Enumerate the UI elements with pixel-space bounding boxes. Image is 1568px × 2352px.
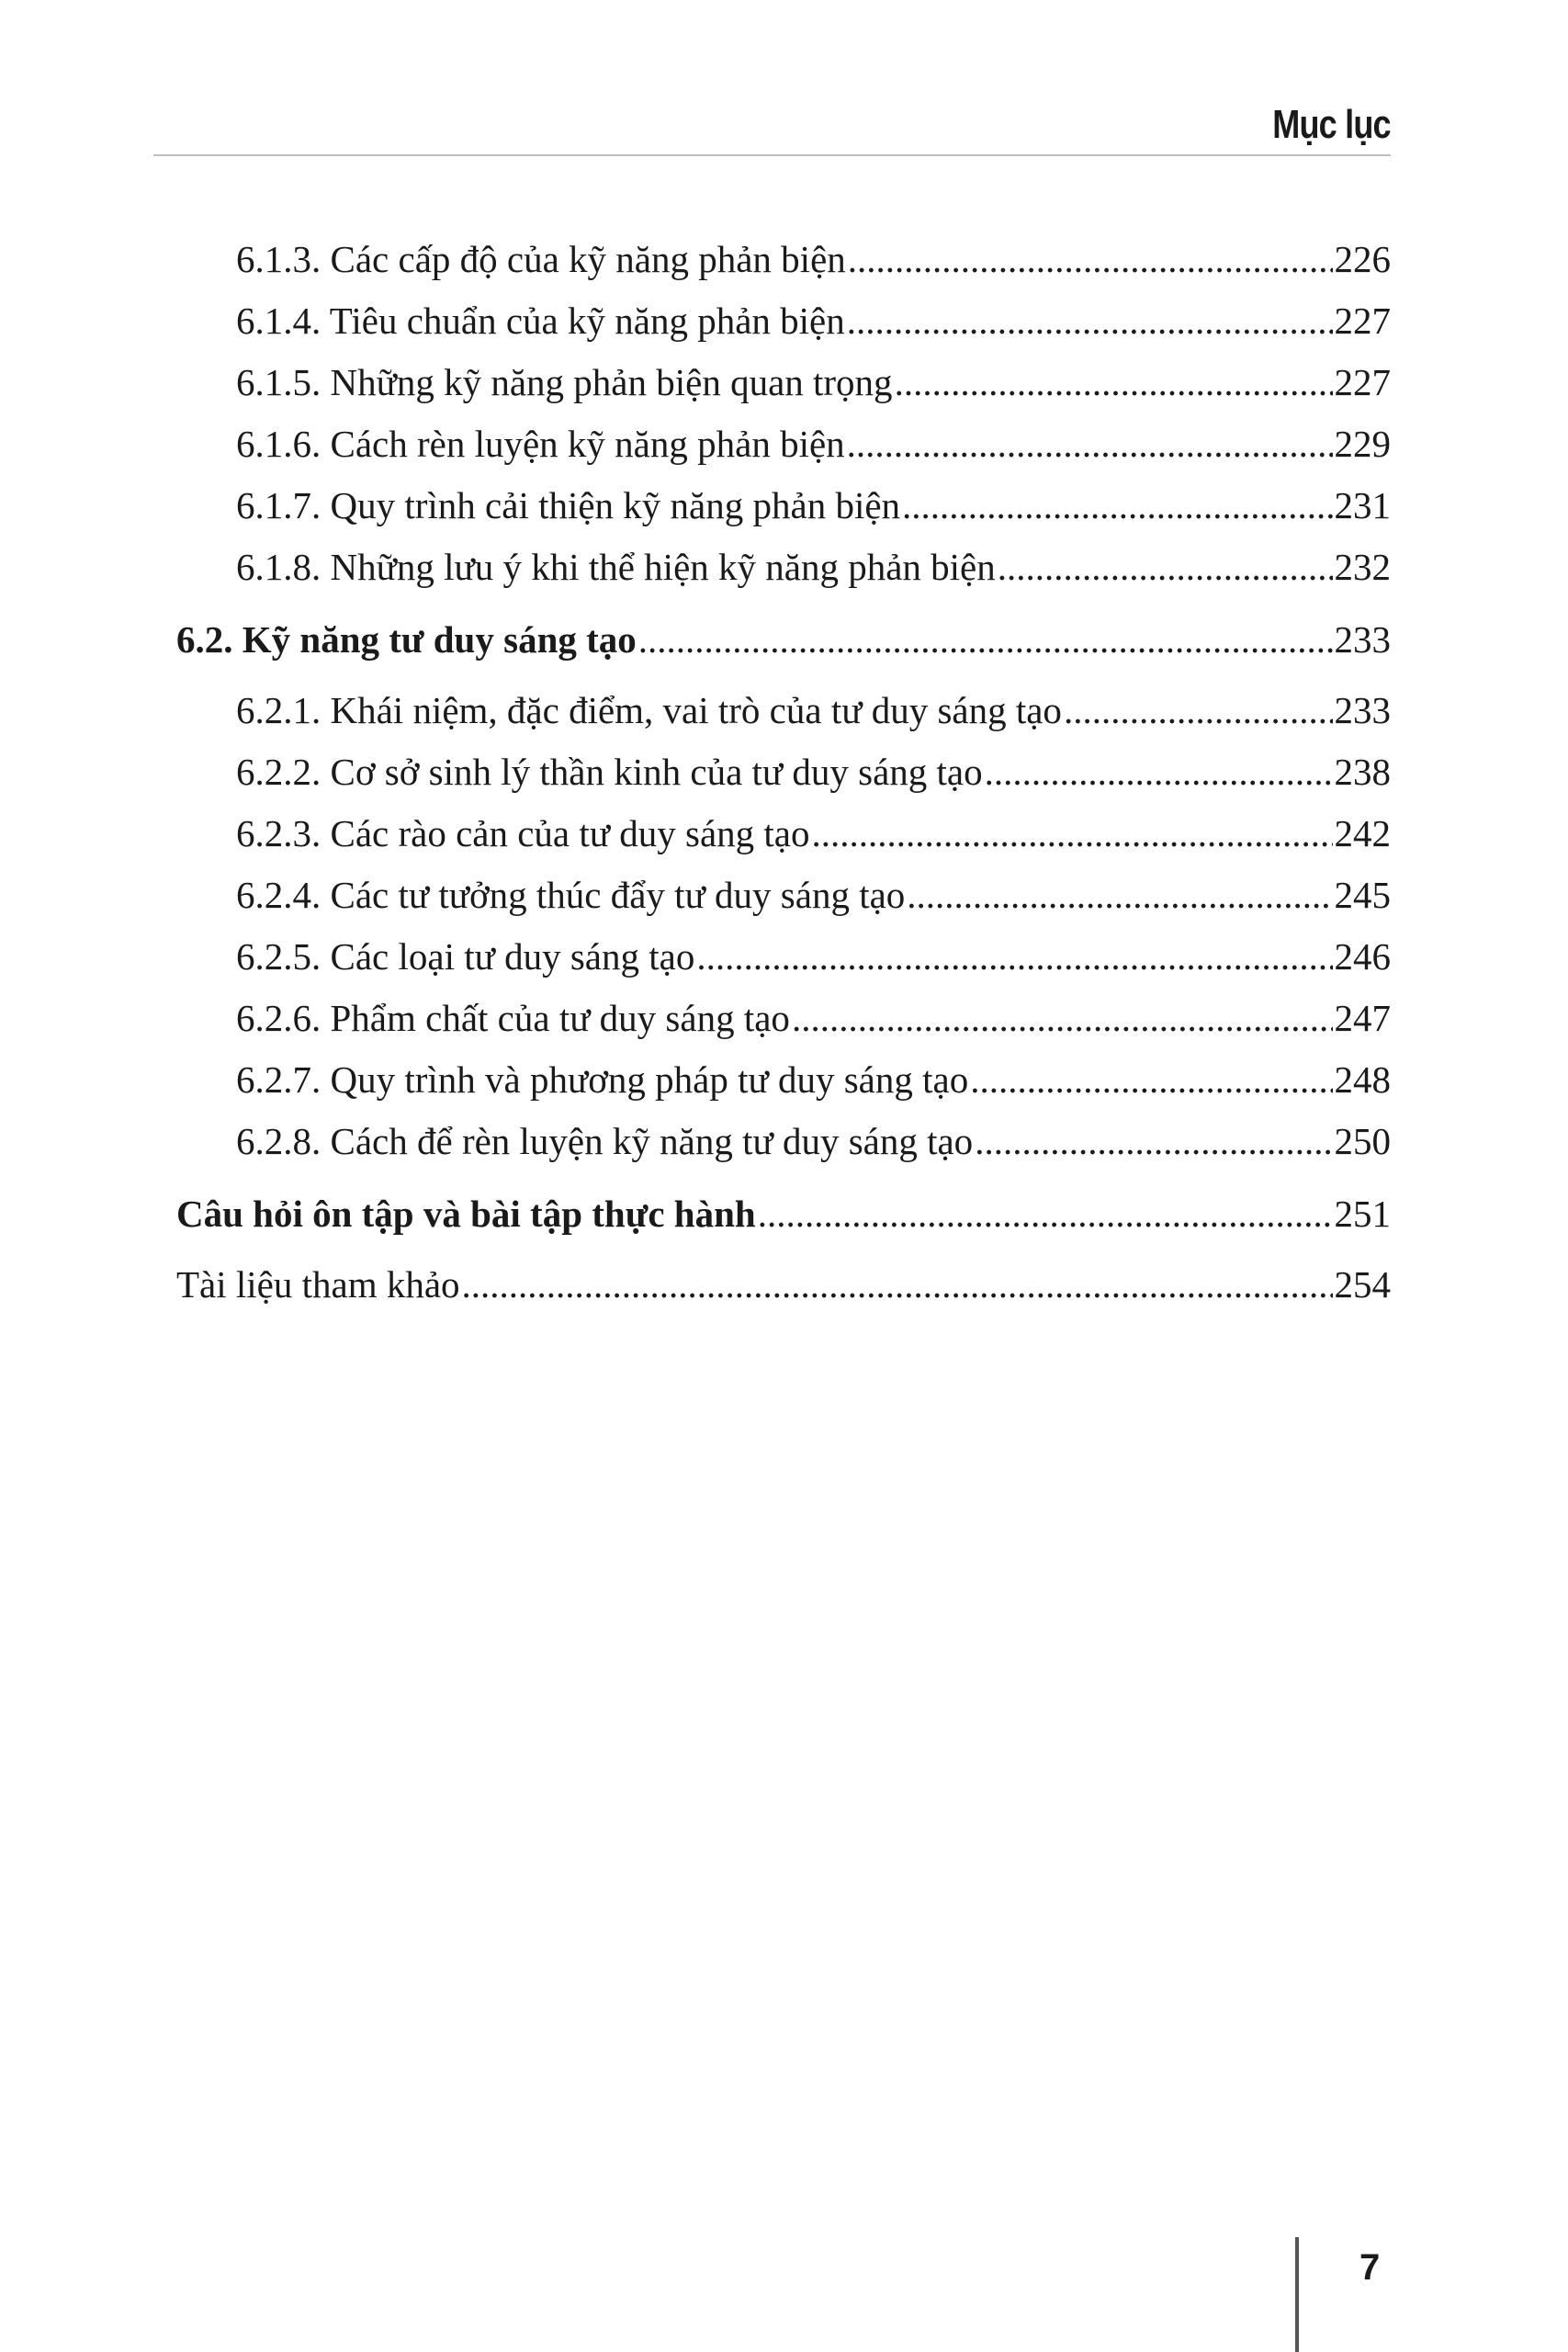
dot-leader	[895, 360, 1333, 404]
toc-entry-page: 233	[1334, 689, 1391, 731]
dot-leader	[975, 1119, 1332, 1163]
toc-entry-page: 227	[1334, 361, 1391, 403]
toc-entry-page: 238	[1334, 751, 1391, 793]
toc-entry-page: 248	[1334, 1058, 1391, 1101]
toc-entry-label: 6.2.1. Khái niệm, đặc điểm, vai trò của tư duy sáng tạo	[236, 689, 1062, 731]
toc-entry[interactable]	[236, 1057, 1391, 1102]
footer-divider	[1295, 2237, 1299, 2352]
dot-leader	[998, 545, 1333, 589]
dot-leader	[970, 1057, 1332, 1102]
dot-leader	[985, 750, 1333, 794]
toc-entry-page: 232	[1334, 546, 1391, 588]
toc-entry-label: 6.2. Kỹ năng tư duy sáng tạo	[176, 618, 637, 661]
toc-entry-page: 254	[1334, 1263, 1391, 1306]
toc-section-entry[interactable]	[176, 617, 1391, 662]
dot-leader	[907, 873, 1332, 917]
toc-section-entry[interactable]	[176, 1192, 1391, 1236]
dot-leader	[792, 996, 1333, 1040]
toc-entry-label: 6.2.4. Các tư tưởng thúc đẩy tư duy sáng tạo	[236, 874, 906, 916]
toc-entry-label: 6.1.5. Những kỹ năng phản biện quan trọng	[236, 361, 893, 403]
dot-leader	[848, 237, 1333, 281]
dot-leader	[1064, 688, 1333, 732]
toc-entry-page: 227	[1334, 300, 1391, 342]
toc-entry-page: 245	[1334, 874, 1391, 916]
toc-entry[interactable]	[236, 545, 1391, 589]
dot-leader	[902, 483, 1332, 527]
toc-section-entry[interactable]	[176, 1262, 1391, 1306]
dot-leader	[638, 617, 1333, 662]
toc-entry[interactable]	[236, 750, 1391, 794]
dot-leader	[758, 1192, 1333, 1236]
toc-entry[interactable]	[236, 811, 1391, 855]
dot-leader	[847, 299, 1333, 343]
toc-entry[interactable]	[236, 422, 1391, 466]
dot-leader	[847, 422, 1333, 466]
toc-entry-page: 229	[1334, 423, 1391, 465]
running-title: Mục lục	[1272, 102, 1391, 147]
toc-entry-label: 6.2.8. Cách để rèn luyện kỹ năng tư duy sáng tạo	[236, 1120, 974, 1162]
toc-entry[interactable]	[236, 299, 1391, 343]
toc-entry-label: 6.1.8. Những lưu ý khi thể hiện kỹ năng phản biện	[236, 546, 996, 588]
toc-entry-label: 6.2.7. Quy trình và phương pháp tư duy sáng tạo	[236, 1058, 969, 1101]
toc-entry-label: 6.1.4. Tiêu chuẩn của kỹ năng phản biện	[236, 300, 845, 342]
toc-entry-page: 226	[1334, 238, 1391, 280]
dot-leader	[812, 811, 1333, 855]
toc-entry[interactable]	[236, 873, 1391, 917]
toc-entry-page: 251	[1334, 1193, 1391, 1235]
toc-entry[interactable]	[236, 360, 1391, 404]
toc-entry-page: 247	[1334, 997, 1391, 1039]
toc-entry-page: 242	[1334, 812, 1391, 854]
toc-entry-label: Tài liệu tham khảo	[176, 1263, 460, 1306]
toc-entry[interactable]	[236, 934, 1391, 978]
toc-entry-page: 231	[1334, 484, 1391, 526]
toc-entry-label: 6.2.6. Phẩm chất của tư duy sáng tạo	[236, 997, 790, 1039]
toc-entry-page: 250	[1334, 1120, 1391, 1162]
toc-entry[interactable]	[236, 996, 1391, 1040]
toc-entry[interactable]	[236, 237, 1391, 281]
toc-entry-label: 6.1.3. Các cấp độ của kỹ năng phản biện	[236, 238, 846, 280]
toc-entry-label: 6.2.3. Các rào cản của tư duy sáng tạo	[236, 812, 810, 854]
dot-leader	[696, 934, 1332, 978]
toc-entry-page: 233	[1334, 618, 1391, 661]
toc-entry-page: 246	[1334, 935, 1391, 978]
dot-leader	[462, 1262, 1333, 1306]
toc-entry[interactable]	[236, 1119, 1391, 1163]
toc-entry-label: 6.1.6. Cách rèn luyện kỹ năng phản biện	[236, 423, 845, 465]
toc-entry-label: 6.2.5. Các loại tư duy sáng tạo	[236, 935, 695, 978]
page-number: 7	[1359, 2247, 1381, 2288]
toc-entry-label: Câu hỏi ôn tập và bài tập thực hành	[176, 1193, 756, 1235]
toc-entry[interactable]	[236, 688, 1391, 732]
toc-entry-label: 6.1.7. Quy trình cải thiện kỹ năng phản biện	[236, 484, 901, 526]
toc-entry-label: 6.2.2. Cơ sở sinh lý thần kinh của tư duy sáng tạo	[236, 751, 983, 793]
toc-entry[interactable]	[236, 483, 1391, 527]
